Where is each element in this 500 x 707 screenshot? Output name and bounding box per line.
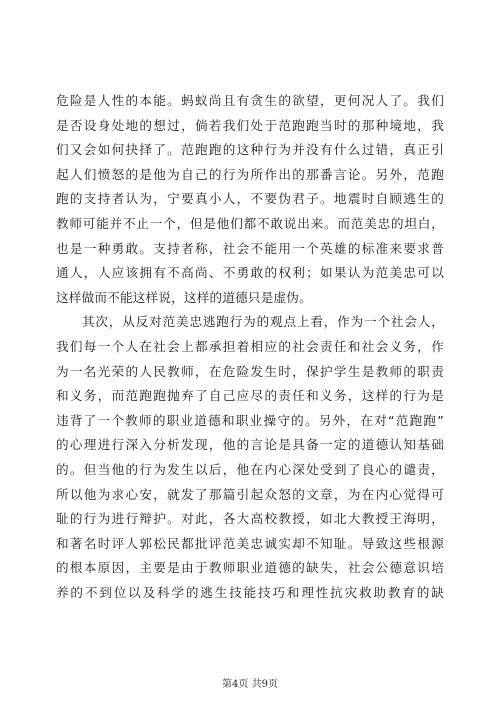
text-line: 的。但当他的行为发生以后，他在内心深处受到了良心的谴责， bbox=[56, 461, 444, 477]
paragraph-2 bbox=[56, 310, 444, 605]
text-line: 是否设身处地的想过，倘若我们处于范跑跑当时的那种境地，我 bbox=[56, 117, 444, 133]
text-line: 所以他为求心安，就发了那篇引起众怒的文章，为在内心觉得可 bbox=[56, 486, 444, 502]
text-line: 我们每一个人在社会上都承担着相应的社会责任和社会义务，作 bbox=[56, 338, 444, 354]
text-line: 通人，人应该拥有不高尚、不勇敢的权利；如果认为范美忠可以 bbox=[56, 265, 444, 281]
text-line: 和义务，而范跑跑抛弃了自己应尽的责任和义务，这样的行为是 bbox=[56, 388, 444, 404]
text-line: 的根本原因，主要是由于教师职业道德的缺失，社会公德意识培 bbox=[56, 560, 444, 576]
text-line: 教师可能并不止一个，但是他们都不敢说出来。而范美忠的坦白， bbox=[56, 215, 444, 231]
text-line: 跑的支持者认为，宁要真小人，不要伪君子。地震时自顾逃生的 bbox=[56, 191, 444, 207]
text-line: 们又会如何抉择了。范跑跑的这种行为并没有什么过错，真正引 bbox=[56, 142, 444, 158]
text-line: 起人们愤怒的是他为自己的行为所作出的那番言论。另外，范跑 bbox=[56, 166, 444, 182]
text-line: 养的不到位以及科学的逃生技能技巧和理性抗灾救助教育的缺 bbox=[56, 584, 444, 600]
text-line: 也是一种勇敢。支持者称，社会不能用一个英雄的标准来要求普 bbox=[56, 240, 444, 256]
text-line: 其次，从反对范美忠逃跑行为的观点上看，作为一个社会人， bbox=[82, 314, 444, 330]
text-line: 危险是人性的本能。蚂蚁尚且有贪生的欲望，更何况人了。我们 bbox=[56, 93, 444, 108]
text-line: 违背了一个教师的职业道德和职业操守的。另外，在对“范跑跑” bbox=[56, 412, 444, 428]
paragraph-1 bbox=[56, 89, 444, 310]
text-line: 的心理进行深入分析发现，他的言论是具备一定的道德认知基础 bbox=[56, 437, 444, 453]
text-line: 和著名时评人郭松民都批评范美忠诚实却不知耻。导致这些根源 bbox=[56, 535, 444, 551]
text-line: 这样做而不能这样说，这样的道德只是虚伪。 bbox=[56, 289, 312, 305]
text-line: 耻的行为进行辩护。对此，各大高校教授，如北大教授王海明， bbox=[56, 511, 444, 527]
text-line: 为一名光荣的人民教师，在危险发生时，保护学生是教师的职责 bbox=[56, 363, 444, 379]
page-number-footer: 第4页 共9页 bbox=[222, 679, 278, 690]
body-text bbox=[56, 89, 444, 605]
